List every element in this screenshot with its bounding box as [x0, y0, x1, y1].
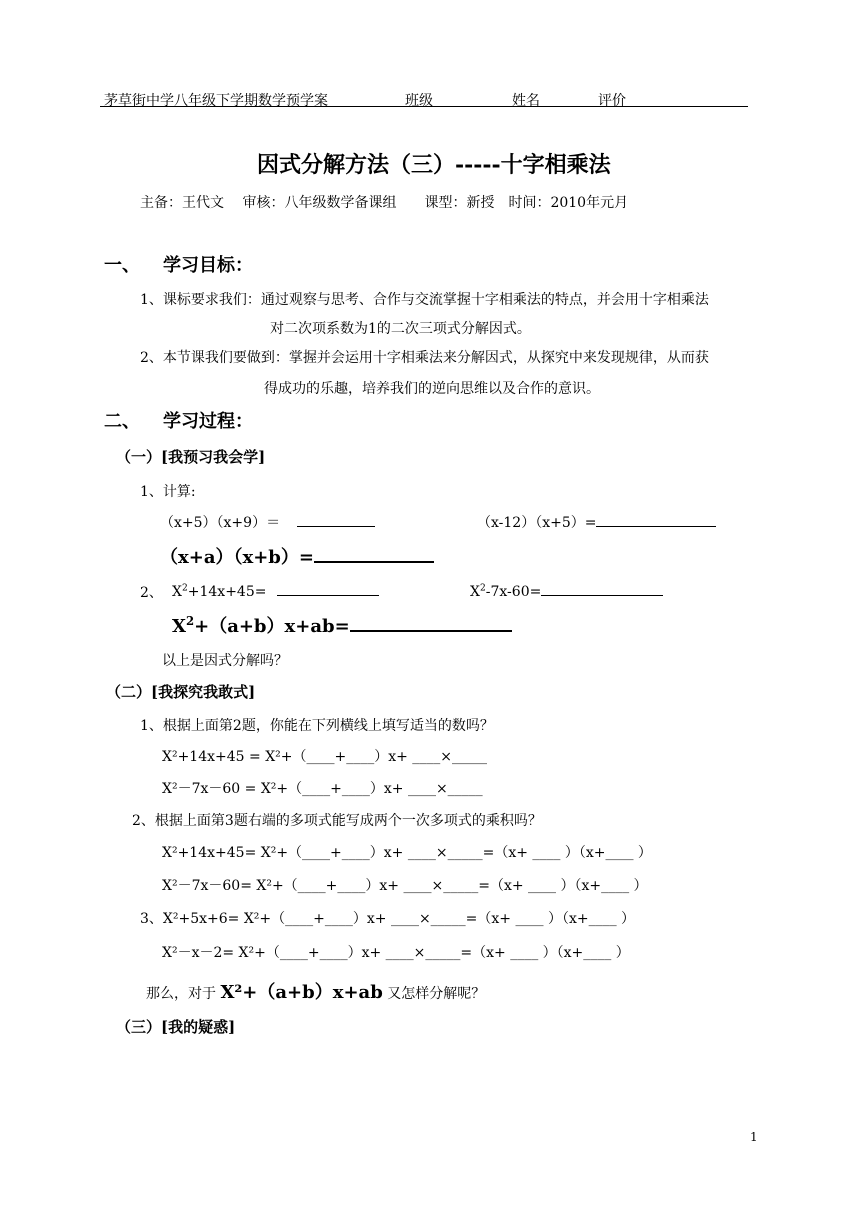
header-underline [100, 106, 748, 107]
answer-blank[interactable] [314, 543, 434, 563]
part1-q2-label: 2、 [140, 585, 163, 601]
answer-blank[interactable] [297, 511, 375, 527]
part1-q1-label: 1、计算: [140, 484, 196, 500]
expr-row2-left: $X^2+14x+45=$ [172, 580, 379, 600]
answer-blank[interactable] [596, 511, 716, 527]
part2-line6: X²－x－2= X²+（____+____）x+ ____×_____=（x+ ____ ）（x+____ ） [162, 945, 630, 961]
expr-row2-right: $X^2-7x-60=$ [470, 580, 663, 600]
page-title: 因式分解方法（三）-----十字相乘法 [257, 152, 611, 178]
answer-blank[interactable] [541, 580, 663, 596]
section2-heading: 学习过程： [163, 411, 253, 432]
goal-1-line-b: 对二次项系数为1的二次三项式分解因式。 [270, 321, 531, 337]
part2-line1: X²+14x+45 = X²+（____+____）x+ ____×_____ [162, 749, 488, 765]
part2-q2: 2、根据上面第3题右端的多项式能写成两个一次多项式的乘积吗？ [132, 813, 542, 829]
goal-2-line-b: 得成功的乐趣，培养我们的逆向思维以及合作的意识。 [264, 381, 600, 397]
part2-line2: X²－7x－60 = X²+（____+____）x+ ____×_____ [162, 781, 483, 797]
header-name-label: 姓名 [512, 93, 540, 109]
expr-general-product: （x+a）（x+b）= [160, 543, 434, 569]
part2-q1: 1、根据上面第2题，你能在下列横线上填写适当的数吗？ [140, 718, 494, 734]
header-class-label: 班级 [405, 93, 433, 109]
part2-line4: X²－7x－60= X²+（____+____）x+ ____×_____=（x+ ____ ）（x+____ ） [162, 878, 648, 894]
section1-number: 一、 [104, 255, 140, 276]
part3-title: （三）[我的疑惑] [116, 1018, 236, 1036]
expr-row1-right: （x-12）（x+5）= [477, 511, 716, 532]
part2-line3: X²+14x+45= X²+（____+____）x+ ____×_____=（x+ ____ ）（x+____ ） [162, 845, 652, 861]
part2-closing: 那么，对于 X²+（a+b）x+ab 又怎样分解呢？ [146, 982, 486, 1003]
part1-question: 以上是因式分解吗？ [162, 653, 288, 669]
part1-title: （一）[我预习我会学] [116, 448, 266, 466]
part2-line5: 3、X²+5x+6= X²+（____+____）x+ ____×_____=（x+ ____ ）（x+____ ） [140, 911, 636, 927]
expr-general-sum: $X^2+(a+b)x+ab=$ [172, 612, 512, 638]
part2-title: （二）[我探究我敢式] [106, 683, 256, 701]
answer-blank[interactable] [277, 580, 379, 596]
page-number: 1 [750, 1130, 758, 1144]
meta-line: 主备：王代文 审核：八年级数学备课组 课型：新授 时间：2010年元月 [140, 195, 629, 211]
header-eval-label: 评价 [598, 93, 626, 109]
answer-blank[interactable] [350, 612, 512, 632]
goal-2-line-a: 2、本节课我们要做到：掌握并会运用十字相乘法来分解因式，从探究中来发现规律，从而获 [140, 350, 709, 366]
section2-number: 二、 [104, 411, 140, 432]
section1-heading: 学习目标： [163, 255, 253, 276]
goal-1-line-a: 1、课标要求我们：通过观察与思考、合作与交流掌握十字相乘法的特点，并会用十字相乘法 [140, 292, 709, 308]
header-school: 茅草街中学八年级下学期数学预学案 [104, 93, 328, 109]
expr-row1-left: （x+5）（x+9）＝ [160, 511, 375, 532]
